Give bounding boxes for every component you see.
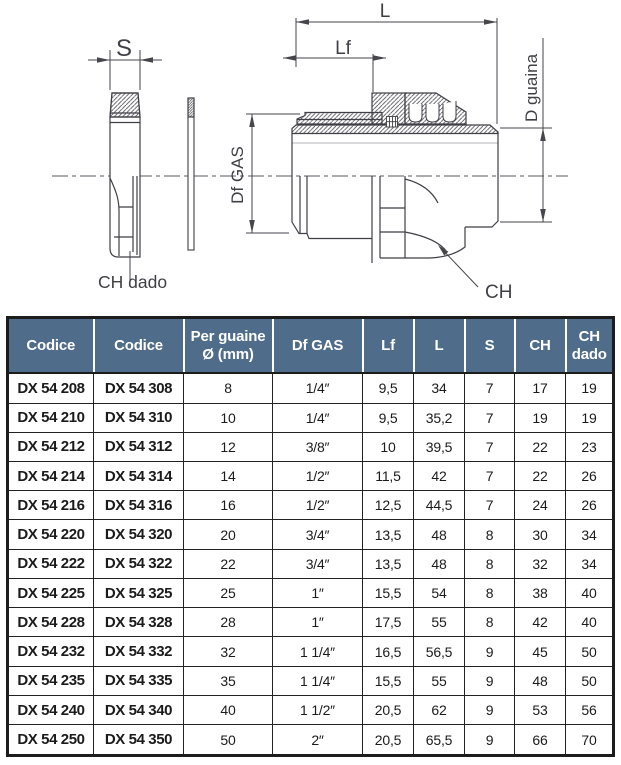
- table-row: [8, 549, 614, 578]
- cell-ch: 42: [515, 608, 566, 637]
- col-header-codice-2: Codice: [94, 318, 184, 374]
- col-header-codice-1: Codice: [8, 318, 94, 374]
- ch-label: CH: [485, 282, 513, 303]
- cell-ch-dado: 19: [566, 403, 614, 432]
- col-header-lf: Lf: [363, 318, 414, 374]
- cell-lf: 12,5: [363, 491, 414, 520]
- cell-per-guaine: 40: [184, 695, 273, 724]
- cell-ch-dado: 40: [566, 608, 614, 637]
- table-row: [8, 432, 614, 461]
- cell-s: 8: [465, 549, 515, 578]
- header-row: [8, 318, 614, 374]
- dim-s-label: S: [115, 35, 133, 62]
- cell-codice-1: DX 54 216: [8, 491, 94, 520]
- dim-l-label: L: [379, 1, 391, 22]
- cell-codice-2: DX 54 316: [94, 491, 184, 520]
- cell-df-gas: 1″: [273, 578, 363, 607]
- cell-lf: 15,5: [363, 578, 414, 607]
- cell-ch-dado: 26: [566, 491, 614, 520]
- cell-df-gas: 2″: [273, 725, 363, 756]
- cell-l: 54: [414, 578, 465, 607]
- cell-s: 9: [465, 725, 515, 756]
- cell-per-guaine: 22: [184, 549, 273, 578]
- spec-table: [6, 316, 615, 757]
- cell-ch: 22: [515, 432, 566, 461]
- col-header-df-gas: Df GAS: [273, 318, 363, 374]
- cell-l: 35,2: [414, 403, 465, 432]
- cell-codice-2: DX 54 335: [94, 666, 184, 695]
- table-row: [8, 725, 614, 756]
- table-row: [8, 578, 614, 607]
- cell-ch-dado: 34: [566, 520, 614, 549]
- cell-s: 7: [465, 491, 515, 520]
- cell-ch: 38: [515, 578, 566, 607]
- cell-codice-2: DX 54 310: [94, 403, 184, 432]
- cell-ch-dado: 40: [566, 578, 614, 607]
- cell-codice-1: DX 54 220: [8, 520, 94, 549]
- cell-s: 8: [465, 520, 515, 549]
- cell-ch: 45: [515, 637, 566, 666]
- cell-codice-1: DX 54 222: [8, 549, 94, 578]
- cell-ch-dado: 23: [566, 432, 614, 461]
- cell-s: 8: [465, 608, 515, 637]
- cell-per-guaine: 16: [184, 491, 273, 520]
- cell-ch: 24: [515, 491, 566, 520]
- cell-s: 9: [465, 695, 515, 724]
- cell-codice-2: DX 54 350: [94, 725, 184, 756]
- cell-ch-dado: 19: [566, 373, 614, 403]
- dim-lf-label: Lf: [335, 38, 351, 59]
- cell-per-guaine: 14: [184, 462, 273, 491]
- cell-l: 42: [414, 462, 465, 491]
- cell-ch: 17: [515, 373, 566, 403]
- cell-ch: 30: [515, 520, 566, 549]
- cell-l: 44,5: [414, 491, 465, 520]
- cell-lf: 13,5: [363, 520, 414, 549]
- col-header-ch: CH: [515, 318, 566, 374]
- ch-dado-label: CH dado: [98, 272, 168, 292]
- cell-s: 7: [465, 373, 515, 403]
- cell-ch: 32: [515, 549, 566, 578]
- cell-ch-dado: 50: [566, 637, 614, 666]
- cell-l: 34: [414, 373, 465, 403]
- cell-l: 39,5: [414, 432, 465, 461]
- washer-side-view: [188, 98, 194, 250]
- table-row: [8, 373, 614, 403]
- cell-l: 55: [414, 666, 465, 695]
- cell-per-guaine: 8: [184, 373, 273, 403]
- cell-codice-1: DX 54 214: [8, 462, 94, 491]
- cell-codice-2: DX 54 312: [94, 432, 184, 461]
- cell-per-guaine: 10: [184, 403, 273, 432]
- col-header-per-guaine: Per guaine Ø (mm): [184, 318, 273, 374]
- cell-lf: 16,5: [363, 637, 414, 666]
- cell-lf: 15,5: [363, 666, 414, 695]
- cell-lf: 11,5: [363, 462, 414, 491]
- table-row: [8, 608, 614, 637]
- cell-df-gas: 1/2″: [273, 491, 363, 520]
- cell-ch: 53: [515, 695, 566, 724]
- cell-df-gas: 1 1/4″: [273, 666, 363, 695]
- spec-table-container: [6, 316, 615, 757]
- cell-ch-dado: 26: [566, 462, 614, 491]
- table-row: [8, 491, 614, 520]
- nut-side-view: [110, 93, 140, 257]
- cell-l: 62: [414, 695, 465, 724]
- cell-df-gas: 3/4″: [273, 549, 363, 578]
- cell-codice-2: DX 54 325: [94, 578, 184, 607]
- cell-df-gas: 1/4″: [273, 373, 363, 403]
- cell-lf: 13,5: [363, 549, 414, 578]
- cell-s: 7: [465, 432, 515, 461]
- cell-codice-1: DX 54 212: [8, 432, 94, 461]
- cell-s: 7: [465, 462, 515, 491]
- cell-df-gas: 1″: [273, 608, 363, 637]
- cell-ch-dado: 50: [566, 666, 614, 695]
- cell-lf: 20,5: [363, 725, 414, 756]
- cell-ch: 19: [515, 403, 566, 432]
- dim-d-guaina-label: D guaina: [522, 53, 541, 123]
- cell-lf: 9,5: [363, 403, 414, 432]
- cell-codice-2: DX 54 314: [94, 462, 184, 491]
- cell-codice-1: DX 54 208: [8, 373, 94, 403]
- cell-ch: 22: [515, 462, 566, 491]
- cell-l: 65,5: [414, 725, 465, 756]
- gland-body-section: [292, 93, 498, 263]
- cell-lf: 9,5: [363, 373, 414, 403]
- cell-ch-dado: 70: [566, 725, 614, 756]
- cell-codice-2: DX 54 332: [94, 637, 184, 666]
- cell-ch: 48: [515, 666, 566, 695]
- cell-codice-1: DX 54 235: [8, 666, 94, 695]
- cell-l: 56,5: [414, 637, 465, 666]
- cell-s: 9: [465, 666, 515, 695]
- technical-drawing: [0, 0, 621, 312]
- cell-df-gas: 1/2″: [273, 462, 363, 491]
- cell-per-guaine: 32: [184, 637, 273, 666]
- cell-s: 9: [465, 637, 515, 666]
- cell-s: 7: [465, 403, 515, 432]
- cell-s: 8: [465, 578, 515, 607]
- cell-l: 48: [414, 520, 465, 549]
- cell-codice-2: DX 54 308: [94, 373, 184, 403]
- cell-lf: 10: [363, 432, 414, 461]
- cell-df-gas: 1/4″: [273, 403, 363, 432]
- cell-lf: 17,5: [363, 608, 414, 637]
- dim-df-gas-label: Df GAS: [228, 146, 247, 204]
- cell-codice-1: DX 54 210: [8, 403, 94, 432]
- dimension-lf: [283, 54, 386, 92]
- cell-codice-2: DX 54 322: [94, 549, 184, 578]
- col-header-ch-dado: CH dado: [566, 318, 614, 374]
- cell-codice-2: DX 54 320: [94, 520, 184, 549]
- table-row: [8, 637, 614, 666]
- cell-l: 48: [414, 549, 465, 578]
- cell-codice-1: DX 54 240: [8, 695, 94, 724]
- table-row: [8, 520, 614, 549]
- cell-per-guaine: 12: [184, 432, 273, 461]
- table-row: [8, 403, 614, 432]
- cell-per-guaine: 25: [184, 578, 273, 607]
- cell-codice-1: DX 54 232: [8, 637, 94, 666]
- col-header-l: L: [414, 318, 465, 374]
- col-header-s: S: [465, 318, 515, 374]
- cell-codice-1: DX 54 228: [8, 608, 94, 637]
- cell-l: 55: [414, 608, 465, 637]
- cell-per-guaine: 28: [184, 608, 273, 637]
- cell-codice-2: DX 54 328: [94, 608, 184, 637]
- table-row: [8, 666, 614, 695]
- cell-per-guaine: 35: [184, 666, 273, 695]
- cell-ch-dado: 34: [566, 549, 614, 578]
- spec-table-body: [8, 373, 614, 756]
- cell-per-guaine: 50: [184, 725, 273, 756]
- table-row: [8, 695, 614, 724]
- cell-ch-dado: 56: [566, 695, 614, 724]
- cell-df-gas: 1 1/4″: [273, 637, 363, 666]
- cell-df-gas: 1 1/2″: [273, 695, 363, 724]
- cell-df-gas: 3/8″: [273, 432, 363, 461]
- cell-lf: 20,5: [363, 695, 414, 724]
- cell-codice-2: DX 54 340: [94, 695, 184, 724]
- cell-codice-1: DX 54 250: [8, 725, 94, 756]
- cell-per-guaine: 20: [184, 520, 273, 549]
- cell-codice-1: DX 54 225: [8, 578, 94, 607]
- cell-ch: 66: [515, 725, 566, 756]
- cell-df-gas: 3/4″: [273, 520, 363, 549]
- table-row: [8, 462, 614, 491]
